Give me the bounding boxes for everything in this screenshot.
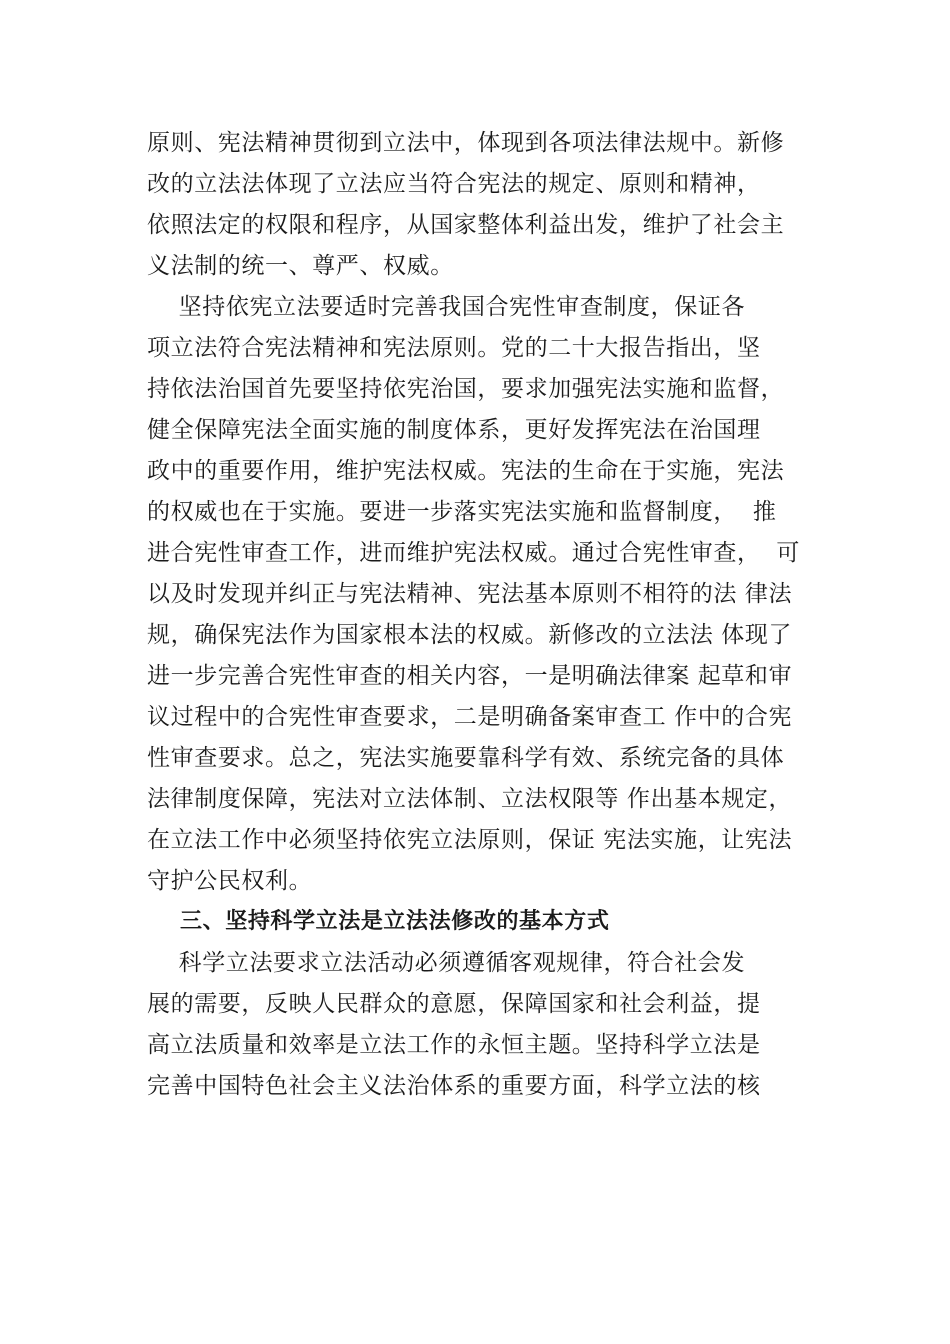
paragraph-2-line-12: 性审查要求。总之，宪法实施要靠科学有效、系统完备的具体 <box>147 745 785 771</box>
paragraph-3-line-1: 科学立法要求立法活动必须遵循客观规律，符合社会发 <box>147 950 746 976</box>
paragraph-2-line-6: 的权威也在于实施。要进一步落实宪法实施和监督制度， 推 <box>147 499 777 525</box>
paragraph-1-line-2: 改的立法法体现了立法应当符合宪法的规定、原则和精神， <box>147 171 761 197</box>
paragraph-2-line-15: 守护公民权利。 <box>147 868 313 894</box>
paragraph-2-line-14: 在立法工作中必须坚持依宪立法原则，保证 宪法实施，让宪法 <box>147 827 793 853</box>
paragraph-2-line-7: 进合宪性审查工作，进而维护宪法权威。通过合宪性审查， 可 <box>147 540 801 566</box>
paragraph-1-line-1: 原则、宪法精神贯彻到立法中，体现到各项法律法规中。新修 <box>147 130 785 156</box>
paragraph-2-line-13: 法律制度保障，宪法对立法体制、立法权限等 作出基本规定， <box>147 786 793 812</box>
paragraph-1-line-4: 义法制的统一、尊严、权威。 <box>147 253 454 279</box>
paragraph-2-line-10: 进一步完善合宪性审查的相关内容，一是明确法律案 起草和审 <box>147 663 793 689</box>
paragraph-3-line-4: 完善中国特色社会主义法治体系的重要方面，科学立法的核 <box>147 1073 761 1099</box>
paragraph-2-line-3: 持依法治国首先要坚持依宪治国，要求加强宪法实施和监督， <box>147 376 785 402</box>
section-heading: 三、坚持科学立法是立法法修改的基本方式 <box>147 909 610 934</box>
paragraph-2-line-9: 规，确保宪法作为国家根本法的权威。新修改的立法法 体现了 <box>147 622 793 648</box>
paragraph-2-line-2: 项立法符合宪法精神和宪法原则。党的二十大报告指出，坚 <box>147 335 761 361</box>
paragraph-2-line-1: 坚持依宪立法要适时完善我国合宪性审查制度，保证各 <box>147 294 746 320</box>
paragraph-1-line-3: 依照法定的权限和程序，从国家整体利益出发，维护了社会主 <box>147 212 785 238</box>
paragraph-2-line-5: 政中的重要作用，维护宪法权威。宪法的生命在于实施，宪法 <box>147 458 785 484</box>
paragraph-2-line-4: 健全保障宪法全面实施的制度体系，更好发挥宪法在治国理 <box>147 417 761 443</box>
paragraph-3-line-2: 展的需要，反映人民群众的意愿，保障国家和社会利益，提 <box>147 991 761 1017</box>
paragraph-2-line-8: 以及时发现并纠正与宪法精神、宪法基本原则不相符的法 律法 <box>147 581 793 607</box>
paragraph-2-line-11: 议过程中的合宪性审查要求，二是明确备案审查工 作中的合宪 <box>147 704 793 730</box>
paragraph-3-line-3: 高立法质量和效率是立法工作的永恒主题。坚持科学立法是 <box>147 1032 761 1058</box>
